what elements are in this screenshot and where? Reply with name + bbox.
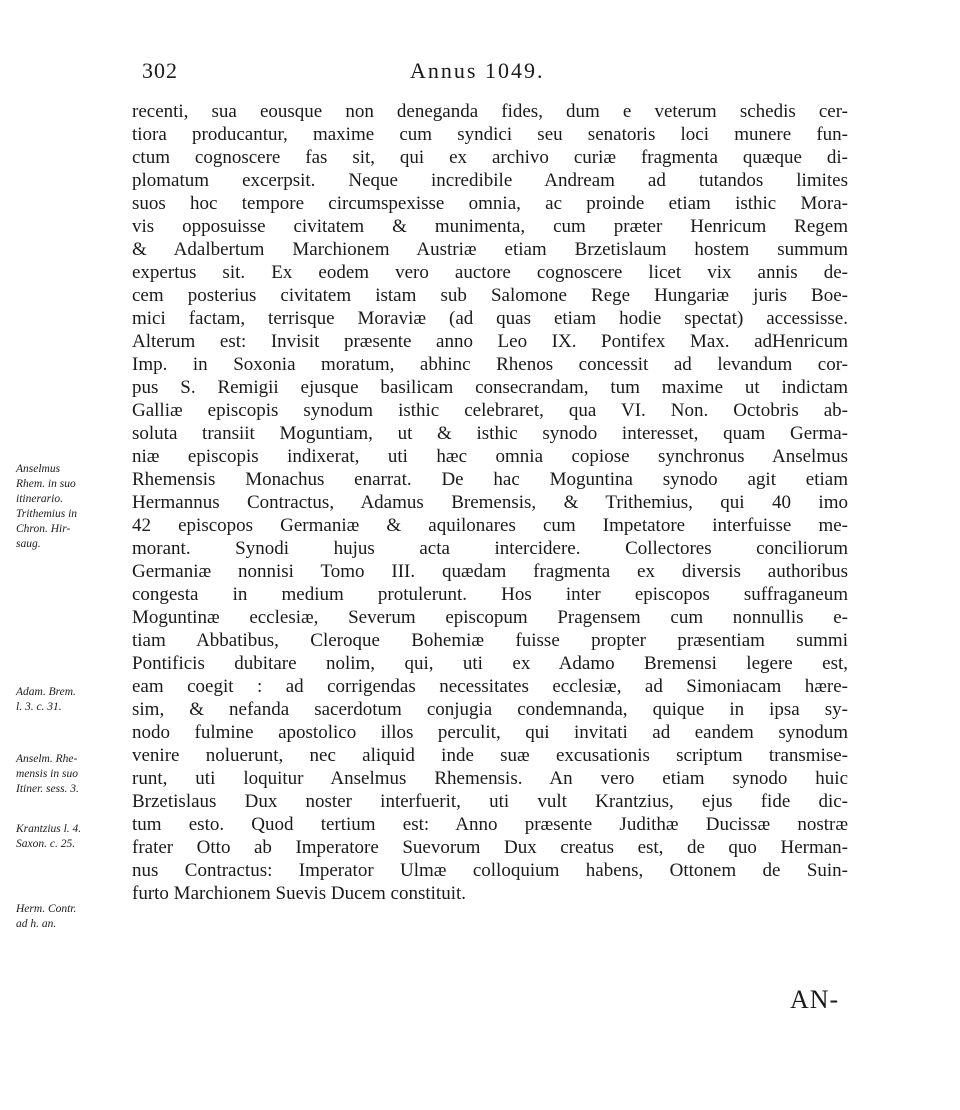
text-line: Germaniæ nonnisi Tomo III. quædam fragmenta ex diversis authoribus bbox=[132, 561, 848, 582]
margin-note bbox=[16, 822, 138, 852]
margin-note-line: Chron. Hir- bbox=[16, 523, 71, 535]
margin-note bbox=[16, 902, 138, 932]
text-line: pus S. Remigii ejusque basilicam consecrandam, tum maxime ut indictam bbox=[132, 377, 848, 398]
text-line: 42 episcopos Germaniæ & aquilonares cum Impetatore interfuisse me- bbox=[132, 515, 848, 536]
text-line: frater Otto ab Imperatore Suevorum Dux creatus est, de quo Herman- bbox=[132, 837, 848, 858]
text-line: expertus sit. Ex eodem vero auctore cognoscere licet vix annis de- bbox=[132, 262, 848, 283]
text-line: eam coegit : ad corrigendas necessitates ecclesiæ, ad Simoniacam hære- bbox=[132, 676, 848, 697]
text-line: Alterum est: Invisit præsente anno Leo IX. Pontifex Max. adHenricum bbox=[132, 331, 848, 352]
text-line: morant. Synodi hujus acta intercidere. Collectores conciliorum bbox=[132, 538, 848, 559]
text-line: nodo fulmine apostolico illos perculit, qui invitati ad eandem synodum bbox=[132, 722, 848, 743]
text-line: congesta in medium protulerunt. Hos inter episcopos suffraganeum bbox=[132, 584, 848, 605]
margin-note-line: saug. bbox=[16, 538, 41, 550]
margin-note-line: Adam. Brem. bbox=[16, 686, 76, 698]
margin-note bbox=[16, 685, 138, 715]
margin-note-line: ad h. an. bbox=[16, 918, 57, 930]
text-line: & Adalbertum Marchionem Austriæ etiam Brzetislaum hostem summum bbox=[132, 239, 848, 260]
text-line: Pontificis dubitare nolim, qui, uti ex Adamo Bremensi legere est, bbox=[132, 653, 848, 674]
text-line: sim, & nefanda sacerdotum conjugia condemnanda, quique in ipsa sy- bbox=[132, 699, 848, 720]
margin-note-line: Anselmus bbox=[16, 463, 61, 475]
margin-note-line: l. 3. c. 31. bbox=[16, 701, 62, 713]
page-number: 302 bbox=[142, 58, 178, 83]
catchword: AN- bbox=[790, 985, 840, 1014]
text-line: mici factam, terrisque Moraviæ (ad quas etiam hodie spectat) accessisse. bbox=[132, 308, 848, 329]
margin-note bbox=[16, 462, 138, 552]
text-line: Brzetislaus Dux noster interfuerit, uti vult Krantzius, ejus fide dic- bbox=[132, 791, 848, 812]
margin-note bbox=[16, 752, 138, 797]
margin-note-line: Trithemius in bbox=[16, 508, 78, 520]
text-line: Rhemensis Monachus enarrat. De hac Moguntina synodo agit etiam bbox=[132, 469, 848, 490]
text-line: tiora producantur, maxime cum syndici seu senatoris loci munere fun- bbox=[132, 124, 848, 145]
running-title: Annus 1049. bbox=[410, 58, 545, 83]
text-line: soluta transiit Moguntiam, ut & isthic synodo interesset, quam Germa- bbox=[132, 423, 848, 444]
margin-note-line: Itiner. sess. 3. bbox=[16, 783, 79, 795]
text-line: venire noluerunt, nec aliquid inde suæ excusationis scriptum transmise- bbox=[132, 745, 848, 766]
text-line: cem posterius civitatem istam sub Salomone Rege Hungariæ juris Boe- bbox=[132, 285, 848, 306]
margin-note-line: Rhem. in suo bbox=[16, 478, 76, 490]
margin-note-line: mensis in suo bbox=[16, 768, 78, 780]
text-line: nus Contractus: Imperator Ulmæ colloquium habens, Ottonem de Suin- bbox=[132, 860, 848, 881]
text-line: tiam Abbatibus, Cleroque Bohemiæ fuisse propter præsentiam summi bbox=[132, 630, 848, 651]
text-line: tum esto. Quod tertium est: Anno præsente Judithæ Ducissæ nostræ bbox=[132, 814, 848, 835]
text-line: niæ episcopis indixerat, uti hæc omnia copiose synchronus Anselmus bbox=[132, 446, 848, 467]
text-line: plomatum excerpsit. Neque incredibile Andream ad tutandos limites bbox=[132, 170, 848, 191]
text-line: Moguntinæ ecclesiæ, Severum episcopum Pragensem cum nonnullis e- bbox=[132, 607, 848, 628]
text-line: Hermannus Contractus, Adamus Bremensis, & Trithemius, qui 40 imo bbox=[132, 492, 848, 513]
margin-note-line: Anselm. Rhe- bbox=[16, 753, 78, 765]
text-line: furto Marchionem Suevis Ducem constituit. bbox=[132, 883, 467, 904]
margin-note-line: Krantzius l. 4. bbox=[16, 823, 82, 835]
text-line: suos hoc tempore circumspexisse omnia, ac proinde etiam isthic Mora- bbox=[132, 193, 848, 214]
text-line: Galliæ episcopis synodum isthic celebraret, qua VI. Non. Octobris ab- bbox=[132, 400, 848, 421]
text-line: ctum cognoscere fas sit, qui ex archivo curiæ fragmenta quæque di- bbox=[132, 147, 848, 168]
margin-note-line: itinerario. bbox=[16, 493, 63, 505]
text-line: vis opposuisse civitatem & munimenta, cum præter Henricum Regem bbox=[132, 216, 848, 237]
text-line: recenti, sua eousque non deneganda fides, dum e veterum schedis cer- bbox=[132, 101, 848, 122]
margin-note-line: Saxon. c. 25. bbox=[16, 838, 76, 850]
margin-note-line: Herm. Contr. bbox=[16, 903, 77, 915]
text-line: runt, uti loquitur Anselmus Rhemensis. An vero etiam synodo huic bbox=[132, 768, 848, 789]
text-line: Imp. in Soxonia moratum, abhinc Rhenos concessit ad levandum cor- bbox=[132, 354, 848, 375]
